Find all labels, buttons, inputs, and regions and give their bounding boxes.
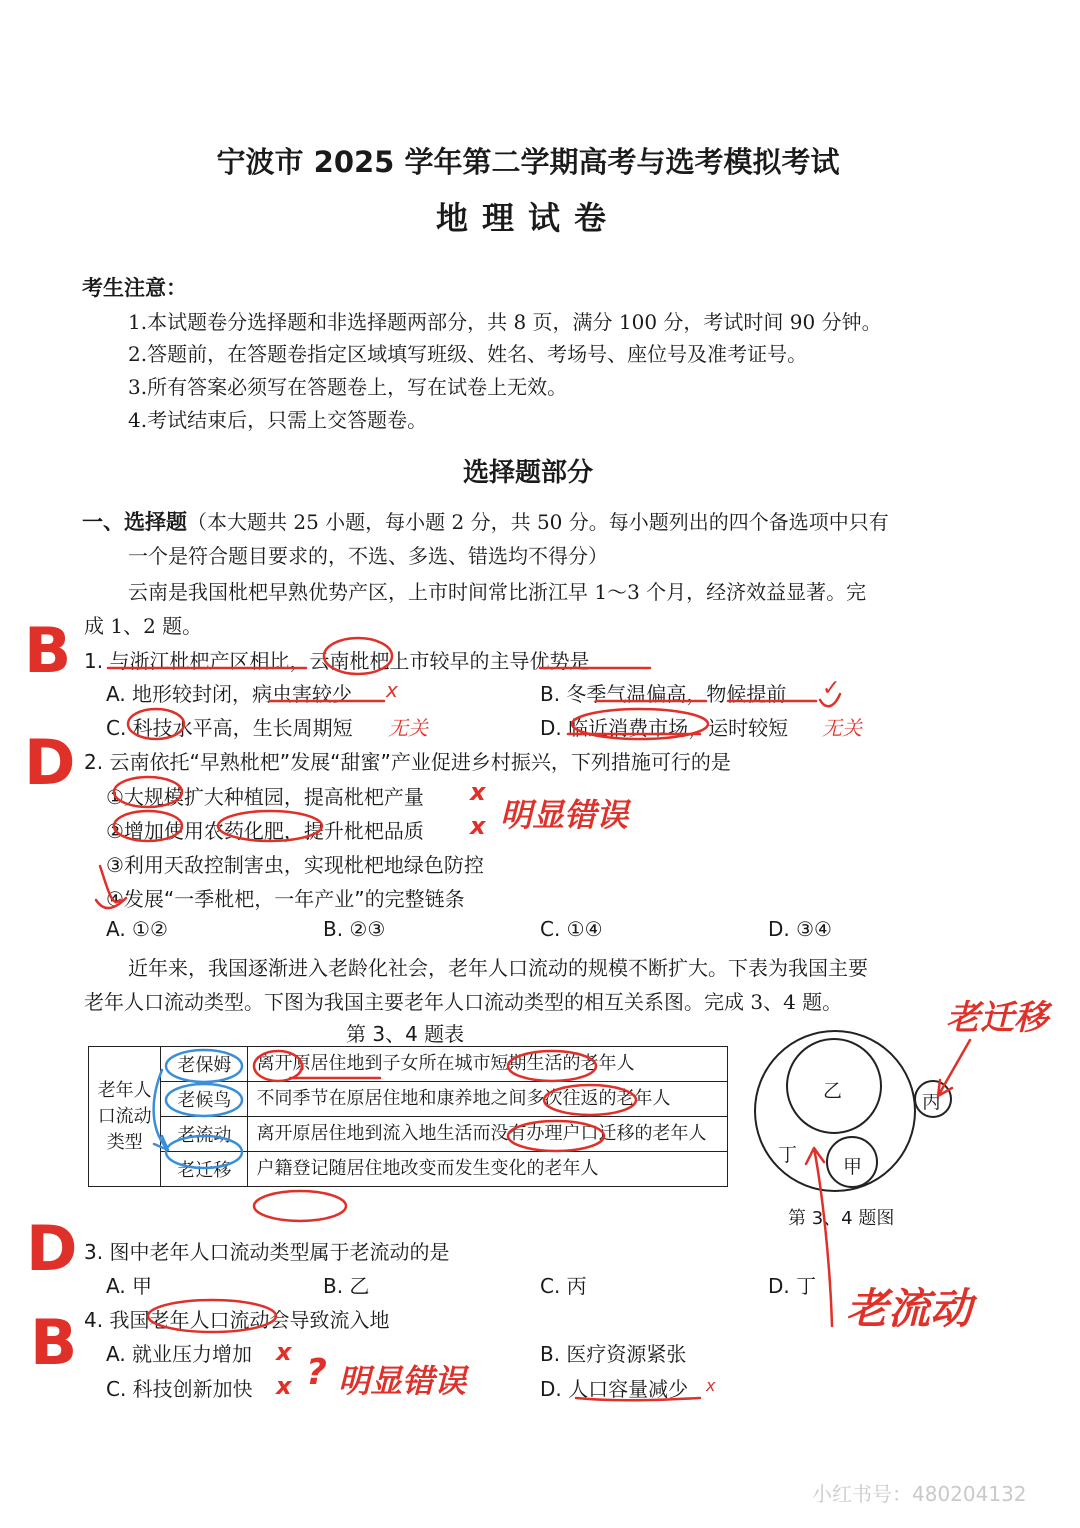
label-ding: 丁 xyxy=(778,1144,798,1166)
notice-item: 4.考试结束后，只需上交答题卷。 xyxy=(128,408,428,432)
table-desc-cell: 离开原居住地到流入地生活而没有办理户口迁移的老年人 xyxy=(248,1117,728,1152)
circle-stroke xyxy=(128,709,184,739)
handwritten-answer-2: D xyxy=(24,726,76,799)
q2-option-c: C. ①④ xyxy=(540,917,603,941)
circle-stroke xyxy=(166,1136,242,1168)
handwritten-question-mark: ? xyxy=(306,1352,327,1393)
q1-option-c: C. 科技水平高，生长周期短 xyxy=(106,716,353,740)
table-caption: 第 3、4 题表 xyxy=(346,1022,465,1046)
handwritten-note: 无关 xyxy=(388,716,428,740)
label-yi: 乙 xyxy=(823,1080,843,1102)
circle-stroke xyxy=(166,1084,242,1116)
handwritten-answer-3: D xyxy=(26,1212,78,1285)
q4-option-d: D. 人口容量减少 xyxy=(540,1377,689,1401)
figure-caption: 第 3、4 题图 xyxy=(788,1208,895,1229)
table-desc-cell: 户籍登记随居住地改变而发生变化的老年人 xyxy=(248,1152,728,1187)
handwritten-cross: x xyxy=(386,678,398,702)
handwritten-note-lao-qianyi: 老迁移 xyxy=(946,998,1048,1038)
table-type-cell: 老流动 xyxy=(161,1117,248,1152)
circle-stroke xyxy=(166,1050,242,1082)
circle-stroke xyxy=(148,1300,276,1332)
q2-statement-4: ④发展“一季枇杷，一年产业”的完整链条 xyxy=(106,887,465,911)
q2-statement-1: ①大规模扩大种植园，提高枇杷产量 xyxy=(106,785,424,809)
circle-stroke xyxy=(114,777,182,807)
table-desc-cell: 离开原居住地到子女所在城市短期生活的老年人 xyxy=(248,1047,728,1082)
q4-option-a: A. 就业压力增加 xyxy=(106,1342,253,1366)
part-heading: 一、选择题 xyxy=(82,510,187,534)
handwritten-note-obvious-error: 明显错误 xyxy=(500,796,629,834)
handwritten-cross: x xyxy=(470,812,486,840)
passage-line: 云南是我国枇杷早熟优势产区，上市时间常比浙江早 1～3 个月，经济效益显著。完 xyxy=(128,580,867,604)
passage-line: 近年来，我国逐渐进入老龄化社会，老年人口流动的规模不断扩大。下表为我国主要 xyxy=(128,956,868,980)
q2-statement-3: ③利用天敌控制害虫，实现枇杷地绿色防控 xyxy=(106,853,484,877)
circle-stroke xyxy=(254,1191,346,1221)
passage-line: 成 1、2 题。 xyxy=(84,614,203,638)
notice-item: 3.所有答案必须写在答题卷上，写在试卷上无效。 xyxy=(128,375,568,399)
arrow-stroke xyxy=(806,1148,832,1326)
label-jia: 甲 xyxy=(843,1156,863,1178)
circle-stroke xyxy=(114,811,182,841)
q2-option-d: D. ③④ xyxy=(768,917,832,941)
question-4-stem: 4. 我国老年人口流动会导致流入地 xyxy=(84,1308,390,1332)
question-3-stem: 3. 图中老年人口流动类型属于老流动的是 xyxy=(84,1240,450,1264)
q1-option-d: D. 临近消费市场，运时较短 xyxy=(540,716,789,740)
circle-stroke xyxy=(324,638,392,674)
notice-heading: 考生注意： xyxy=(82,276,187,300)
watermark: 小红书号：480204132 xyxy=(812,1482,1027,1506)
handwritten-check: ✓ xyxy=(822,676,841,701)
q1-option-b: B. 冬季气温偏高，物候提前 xyxy=(540,682,787,706)
handwritten-answer-4: B xyxy=(30,1306,78,1379)
circle-stroke xyxy=(544,1085,636,1115)
part-instructions: （本大题共 25 小题，每小题 2 分，共 50 分。每小题列出的四个备选项中只有 xyxy=(187,510,889,534)
exam-title: 宁波市 2025 学年第二学期高考与选考模拟考试 xyxy=(216,145,840,179)
handwritten-cross: x xyxy=(706,1376,716,1395)
part-instructions-2: 一个是符合题目要求的，不选、多选、错选均不得分） xyxy=(128,544,608,568)
arrow-stroke xyxy=(938,1040,970,1096)
underline-stroke xyxy=(576,1398,700,1400)
notice-item: 1.本试题卷分选择题和非选择题两部分，共 8 页，满分 100 分，考试时间 90 分钟。 xyxy=(128,310,882,334)
circle-stroke xyxy=(254,1051,302,1081)
handwritten-note-lao-liudong: 老流动 xyxy=(846,1284,973,1333)
q3-option-d: D. 丁 xyxy=(768,1274,817,1298)
handwritten-cross: x xyxy=(276,1372,292,1400)
handwritten-note-obvious-error-2: 明显错误 xyxy=(338,1362,467,1400)
handwritten-answer-1: B xyxy=(24,614,72,687)
q3-option-c: C. 丙 xyxy=(540,1274,587,1298)
question-1-stem: 1. 与浙江枇杷产区相比，云南枇杷上市较早的主导优势是 xyxy=(84,649,590,673)
passage-line: 老年人口流动类型。下图为我国主要老年人口流动类型的相互关系图。完成 3、4 题。 xyxy=(84,990,843,1014)
label-bing: 丙 xyxy=(922,1091,942,1113)
q4-option-b: B. 医疗资源紧张 xyxy=(540,1342,687,1366)
table-type-cell: 老保姆 xyxy=(161,1047,248,1082)
circle-stroke xyxy=(218,811,322,841)
table-desc-cell: 不同季节在原居住地和康养地之间多次往返的老年人 xyxy=(248,1082,728,1117)
q3-option-b: B. 乙 xyxy=(323,1274,370,1298)
q1-option-a: A. 地形较封闭，病虫害较少 xyxy=(106,682,353,706)
q2-option-b: B. ②③ xyxy=(323,917,386,941)
check-stroke xyxy=(96,866,126,908)
q2-option-a: A. ①② xyxy=(106,917,168,941)
handwritten-cross: x xyxy=(470,778,486,806)
table-type-cell: 老候鸟 xyxy=(161,1082,248,1117)
q3-option-a: A. 甲 xyxy=(106,1274,153,1298)
handwritten-note: 无关 xyxy=(822,716,862,740)
exam-subtitle: 地理试卷 xyxy=(435,199,620,237)
section-title: 选择题部分 xyxy=(462,458,593,488)
circle-stroke xyxy=(508,1121,604,1151)
arrow-stroke xyxy=(154,1070,168,1150)
table-category-cell: 老年人口流动类型 xyxy=(89,1047,161,1187)
handwritten-cross: x xyxy=(276,1338,292,1366)
q4-option-c: C. 科技创新加快 xyxy=(106,1377,253,1401)
circle-stroke xyxy=(508,1051,596,1081)
question-2-stem: 2. 云南依托“早熟枇杷”发展“甜蜜”产业促进乡村振兴，下列措施可行的是 xyxy=(84,750,731,774)
table-type-cell: 老迁移 xyxy=(161,1152,248,1187)
q2-statement-2: ②增加使用农药化肥，提升枇杷品质 xyxy=(106,819,424,843)
notice-item: 2.答题前，在答题卷指定区域填写班级、姓名、考场号、座位号及准考证号。 xyxy=(128,342,808,366)
